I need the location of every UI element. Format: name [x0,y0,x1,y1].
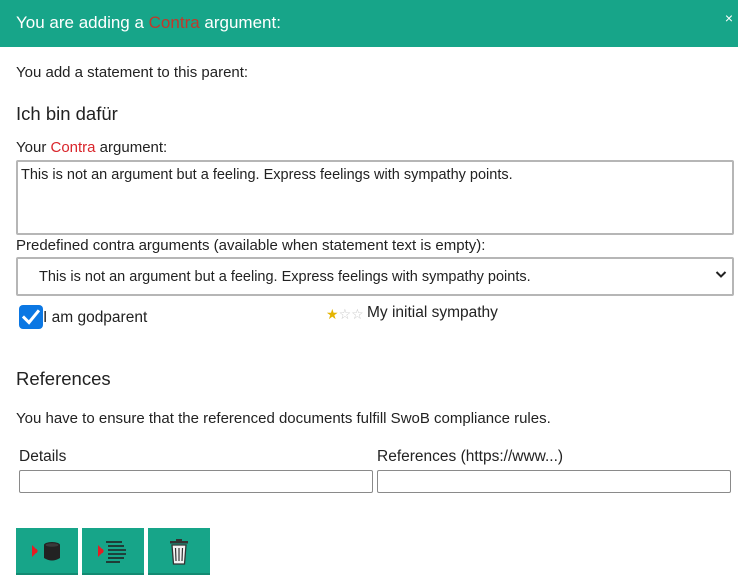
details-input[interactable] [19,470,373,493]
star-filled-icon[interactable]: ★ [326,306,339,322]
predefined-arguments-select[interactable] [16,257,734,296]
parent-statement: Ich bin dafür [16,103,118,124]
star-empty-icon[interactable]: ☆ [338,306,352,322]
trash-icon [162,538,196,566]
add-to-list-icon [96,538,130,566]
godparent-checkbox[interactable] [19,305,43,329]
predefined-label: Predefined contra arguments (available when statement text is empty): [16,237,486,254]
argument-label-prefix: Your [16,139,51,156]
star-empty-icon[interactable]: ☆ [351,306,364,322]
argument-label-suffix: argument: [95,139,168,156]
dialog-title-contra: Contra [148,13,200,32]
godparent-label: I am godparent [43,309,148,326]
add-to-list-button[interactable] [82,528,144,575]
column-header-details: Details [19,448,67,465]
close-icon[interactable]: × [724,10,733,26]
argument-label-contra: Contra [50,139,96,156]
reference-url-input[interactable] [377,470,731,493]
sympathy-stars[interactable] [326,305,364,323]
column-header-references: References (https://www...) [377,448,564,465]
dialog-title-prefix: You are adding a [16,13,149,32]
dialog-header [0,0,738,47]
save-button[interactable] [16,528,78,575]
argument-label [16,139,167,157]
argument-textarea[interactable] [16,160,734,235]
save-to-database-icon [30,538,64,566]
dialog-title-suffix: argument: [199,13,281,32]
intro-text: You add a statement to this parent: [16,64,249,81]
delete-button[interactable] [148,528,210,575]
chevron-down-icon [715,268,727,280]
checkmark-icon [19,305,43,329]
dialog-title [16,13,281,33]
references-heading: References [16,368,111,389]
predefined-selected-value: This is not an argument but a feeling. Express feelings with sympathy points. [39,269,531,285]
compliance-note: You have to ensure that the referenced documents fulfill SwoB compliance rules. [16,410,551,427]
sympathy-label: My initial sympathy [367,304,498,321]
